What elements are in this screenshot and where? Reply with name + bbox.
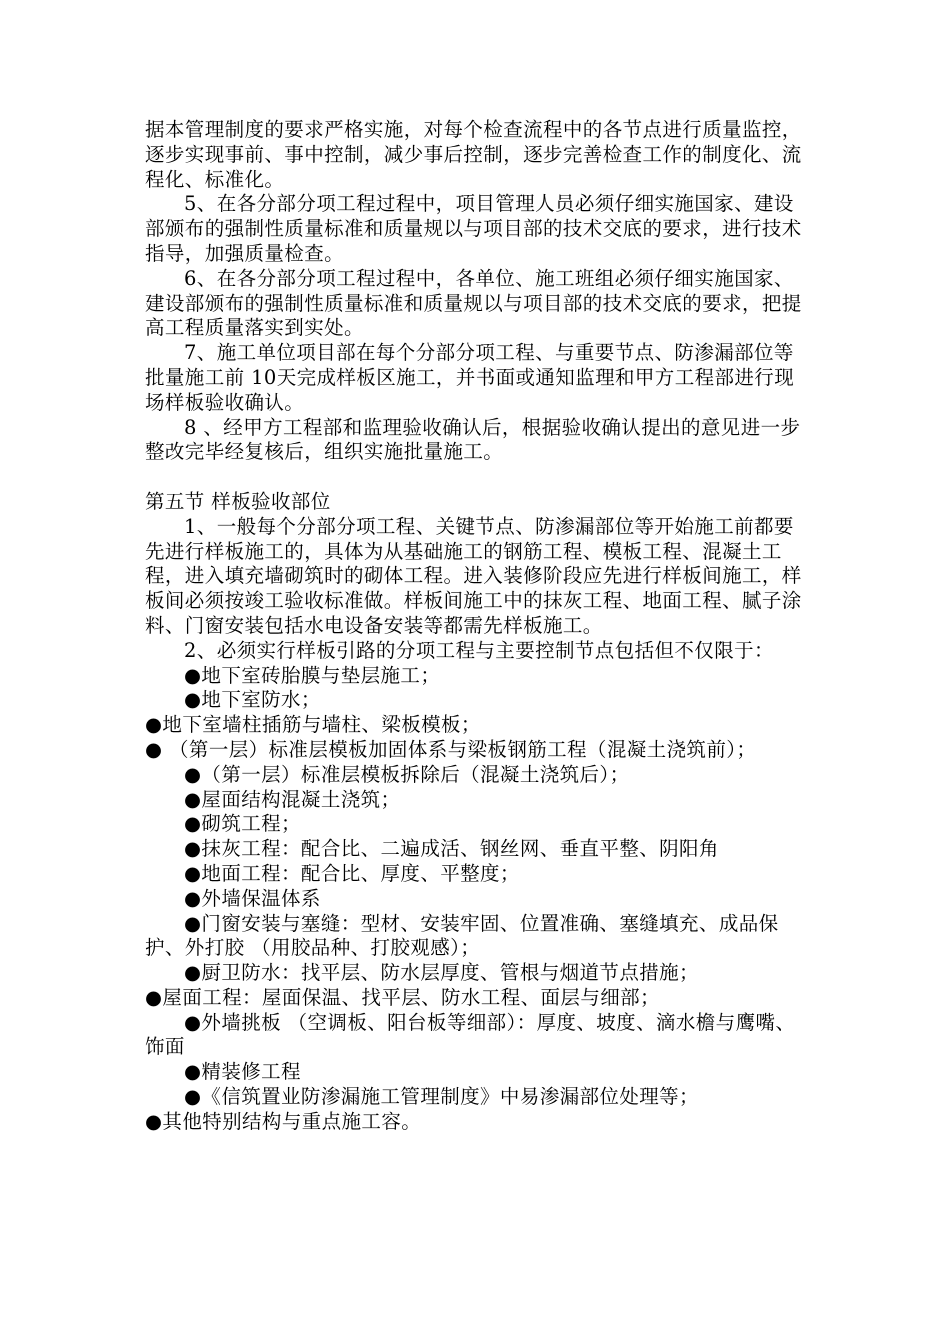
bullet-item: ●其他特别结构与重点施工容。 [145, 1109, 422, 1133]
bullet-item: ●门窗安装与塞缝：型材、安装牢固、位置准确、塞缝填充、成品保护、外打胶 （用胶品种、打胶观感）； [145, 911, 779, 960]
document-body [145, 118, 810, 1135]
bullet-item: ●地下室防水； [184, 688, 321, 712]
paragraph-continuation: 据本管理制度的要求严格实施，对每个检查流程中的各节点进行质量监控，逐步实现事前、事中控制，减少事后控制，逐步完善检查工作的制度化、流程化、标准化。 [145, 118, 802, 191]
bullet-item: ●（第一层）标准层模板拆除后（混凝土浇筑后）； [184, 762, 630, 786]
bullet-item: ●地面工程：配合比、厚度、平整度； [184, 861, 520, 885]
paragraph-item-8: 8 、经甲方工程部和监理验收确认后，根据验收确认提出的意见进一步整改完毕经复核后，组织实施批量施工。 [145, 415, 801, 464]
bullet-item: ●地下室砖胎膜与垫层施工； [184, 663, 441, 687]
bullet-item: ●外墙挑板 （空调板、阳台板等细部）：厚度、坡度、滴水檐与鹰嘴、饰面 [145, 1010, 796, 1059]
section-item-2: 2、必须实行样板引路的分项工程与主要控制节点包括但不仅限于： [184, 638, 774, 662]
section-item-1: 1、一般每个分部分项工程、关键节点、防渗漏部位等开始施工前都要先进行样板施工的，具体为从基础施工的钢筋工程、模板工程、混凝土工程，进入填充墙砌筑时的砌体工程。进入装修阶段应先进行样板间施工，样板间必须按竣工验收标准做。样板间施工中的抹灰工程、地面工程、腻子涂料、门窗安装包括水电设备安装等都需先样板施工。 [145, 514, 802, 637]
paragraph-item-6: 6、在各分部分项工程过程中，各单位、施工班组必须仔细实施国家、建设部颁布的强制性质量标准和质量规以与项目部的技术交底的要求，把提高工程质量落实到实处。 [145, 266, 802, 340]
paragraph-item-5: 5、在各分部分项工程过程中，项目管理人员必须仔细实施国家、建设部颁布的强制性质量标准和质量规以与项目部的技术交底的要求，进行技术指导，加强质量检查。 [145, 192, 802, 265]
bullet-item: ●砌筑工程； [184, 812, 301, 836]
paragraph-item-7: 7、施工单位项目部在每个分部分项工程、与重要节点、防渗漏部位等批量施工前 10天完成样板区施工，并书面或通知监理和甲方工程部进行现场样板验收确认。 [145, 341, 795, 414]
bullet-item: ●地下室墙柱插筋与墙柱、梁板模板； [145, 713, 481, 737]
bullet-item: ●屋面工程：屋面保温、找平层、防水工程、面层与细部； [145, 985, 660, 1009]
bullet-item: ●外墙保温体系 [184, 886, 321, 910]
bullet-item: ●精装修工程 [184, 1060, 301, 1084]
bullet-item: ●《信筑置业防渗漏施工管理制度》中易渗漏部位处理等； [184, 1085, 699, 1109]
bullet-item: ●屋面结构混凝土浇筑； [184, 787, 401, 811]
section-heading: 第五节 样板验收部位 [145, 489, 331, 513]
bullet-item: ●抹灰工程：配合比、二遍成活、钢丝网、垂直平整、阴阳角 [184, 837, 719, 861]
bullet-item: ● （第一层）标准层模板加固体系与梁板钢筋工程（混凝土浇筑前）； [145, 737, 757, 761]
bullet-item: ●厨卫防水：找平层、防水层厚度、管根与烟道节点措施； [184, 961, 699, 985]
